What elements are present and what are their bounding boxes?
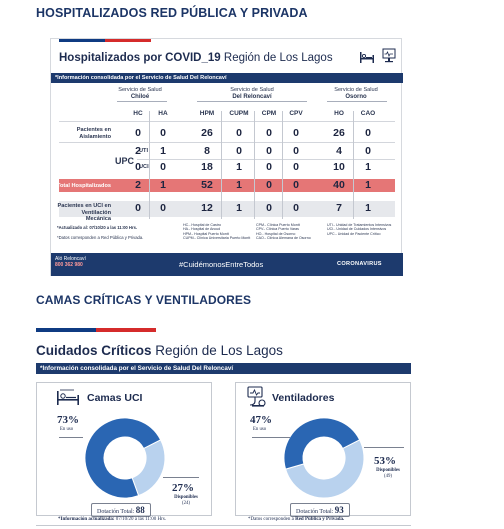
leader-line — [364, 447, 404, 448]
cell-value: 0 — [266, 179, 272, 191]
cell-value: 0 — [365, 127, 371, 139]
camas-available-label: Disponibles (24) — [174, 495, 198, 506]
camas-slice-disponibles — [132, 440, 165, 496]
updated-note: *Actualizado al: 07/10/20 a las 11:00 Hrs. — [57, 225, 138, 230]
cell-value: 0 — [293, 202, 299, 214]
hospitalizados-card — [50, 38, 402, 276]
monitor-icon — [381, 48, 397, 64]
cell-value: 1 — [236, 161, 242, 173]
leader-line — [252, 437, 290, 438]
cell-value: 12 — [201, 202, 213, 214]
cell-value: 0 — [266, 161, 272, 173]
cell-value: 1 — [160, 179, 166, 191]
row-label-total: Total Hospitalizados — [57, 183, 111, 189]
service-header-chiloe: Servicio de Salud Chiloé — [118, 87, 162, 100]
cell-value: 52 — [201, 179, 213, 191]
cell-value: 26 — [333, 127, 345, 139]
camas-uci-title: Camas UCI — [87, 392, 143, 404]
col-header: HO — [334, 110, 344, 117]
cell-value: 4 — [336, 145, 342, 157]
cell-value: 7 — [336, 202, 342, 214]
cell-value: 0 — [293, 179, 299, 191]
card1-info-bar: *Información consolidada por el Servicio de Salud Del Reloncaví — [51, 73, 403, 83]
card2-info-bar: *Información consolidada por el Servicio de Salud Del Reloncaví — [36, 363, 411, 374]
camas-uci-donut — [81, 414, 169, 502]
upc-label: UPC — [115, 156, 135, 166]
hashtag: #CuidémonosEntreTodos — [179, 260, 264, 269]
ventilator-icon — [244, 385, 268, 409]
service-header-reloncavi: Servicio de Salud Del Reloncaví — [230, 87, 274, 100]
abbreviations-col2: CPM.- Clínica Puerto Montt CPV.- Clínica Puerto Varas HO.- Hospital de Osorno CAO.- Clínica Alemana de Osorno — [256, 223, 311, 241]
bed-icon — [359, 50, 375, 64]
col-header: HA — [158, 110, 168, 117]
cell-value: 0 — [293, 127, 299, 139]
section-heading-camas: CAMAS CRÍTICAS Y VENTILADORES — [36, 293, 252, 307]
cell-value: 0 — [236, 127, 242, 139]
cell-value: 0 — [266, 145, 272, 157]
card2-source-note: *Datos corresponden a Red Pública y Privada. — [248, 517, 345, 522]
cell-value: 18 — [201, 161, 213, 173]
vent-available-label: Disponibles (49) — [376, 468, 400, 479]
col-header: CUPM — [229, 110, 249, 117]
service-underline — [327, 101, 387, 102]
uci-bed-icon — [55, 387, 81, 407]
abbreviations-col1: HC.- Hospital de Castro HA.- Hospital de Ancud HPM.- Hospital Puerto Montt CUPM.- Clínica Universitaria Puerto Montt — [183, 223, 251, 241]
col-header: CPV — [289, 110, 303, 117]
abbreviations-col3: UTI.- Unidad de Tratamientos Intensivos UCI.- Unidad de Cuidados Intensivos UPC.- Unidad de Paciente Crítico — [327, 223, 392, 236]
cell-value: 0 — [160, 161, 166, 173]
col-separator — [353, 111, 354, 219]
col-separator — [149, 111, 150, 219]
section-heading-hospitalizados: HOSPITALIZADOS RED PÚBLICA Y PRIVADA — [36, 6, 308, 20]
cell-value: 0 — [135, 161, 141, 173]
col-header: HPM — [199, 110, 215, 117]
ventiladores-title: Ventiladores — [272, 392, 335, 404]
cell-value: 0 — [293, 145, 299, 157]
camas-available-pct: 27% — [172, 482, 194, 494]
row-divider — [59, 142, 395, 143]
camas-dotacion-box: Dotación Total: 88 — [91, 503, 151, 517]
cell-value: 1 — [236, 179, 242, 191]
col-separator — [282, 111, 283, 219]
leader-line — [163, 477, 199, 478]
cell-value: 0 — [365, 145, 371, 157]
vent-in-use-label: En uso — [253, 427, 267, 432]
cell-value: 1 — [160, 145, 166, 157]
cell-value: 0 — [266, 202, 272, 214]
coronavirus-logo-text: CORONAVIRUS — [337, 261, 382, 267]
vent-in-use-pct: 47% — [250, 414, 272, 426]
alo-reloncavi-brand: Aló Reloncaví 800 362 980 — [55, 256, 86, 268]
col-separator — [221, 111, 222, 219]
cell-value: 26 — [201, 127, 213, 139]
camas-uci-panel — [36, 382, 212, 516]
cell-value: 10 — [333, 161, 345, 173]
card2-updated-note: *Información actualizada: 07/10/20 a las 11:00 Hrs. — [58, 517, 167, 522]
cuidados-criticos-card — [36, 328, 411, 528]
cell-value: 2 — [135, 179, 141, 191]
col-header: HC — [133, 110, 143, 117]
service-underline — [197, 101, 307, 102]
cell-value: 0 — [293, 161, 299, 173]
card1-title: Hospitalizados por COVID_19 Región de Los Lagos — [59, 52, 333, 64]
ventiladores-donut — [280, 414, 368, 502]
vent-dotacion-box: Dotación Total: 93 — [290, 503, 350, 517]
cell-value: 1 — [236, 202, 242, 214]
ventiladores-panel — [235, 382, 411, 516]
flag-stripe — [59, 39, 151, 42]
source-note: *Datos corresponden a Red Pública y Privada. — [57, 235, 144, 240]
cell-value: 0 — [135, 127, 141, 139]
leader-line — [59, 437, 83, 438]
row-divider — [59, 121, 395, 122]
row-label-ventilacion: Pacientes en UCI en Ventilación Mecánica — [57, 203, 111, 222]
camas-in-use-pct: 73% — [57, 414, 79, 426]
cell-value: 1 — [365, 161, 371, 173]
cell-value: 1 — [365, 179, 371, 191]
card2-title: Cuidados Críticos Región de Los Lagos — [36, 343, 283, 358]
cell-value: 0 — [160, 127, 166, 139]
vent-available-pct: 53% — [374, 455, 396, 467]
row-label-aislamiento: Pacientes en Aislamiento — [76, 127, 111, 140]
cell-value: 40 — [333, 179, 345, 191]
cell-value: 0 — [160, 202, 166, 214]
service-header-osorno: Servicio de Salud Osorno — [334, 87, 378, 100]
cell-value: 0 — [236, 145, 242, 157]
cell-value: 0 — [135, 202, 141, 214]
col-separator — [254, 111, 255, 219]
cell-value: 8 — [204, 145, 210, 157]
cell-value: 2 — [135, 145, 141, 157]
card2-bottom-rule — [36, 525, 411, 526]
row-label-uti: UTI — [139, 148, 149, 154]
cell-value: 1 — [365, 202, 371, 214]
row-divider — [137, 159, 395, 160]
flag-stripe — [36, 328, 156, 332]
camas-in-use-label: En uso — [60, 427, 74, 432]
col-header: CPM — [261, 110, 277, 117]
row-label-uci: UCI — [139, 164, 149, 170]
col-header: CAO — [360, 110, 376, 117]
service-underline — [117, 101, 167, 102]
cell-value: 0 — [266, 127, 272, 139]
